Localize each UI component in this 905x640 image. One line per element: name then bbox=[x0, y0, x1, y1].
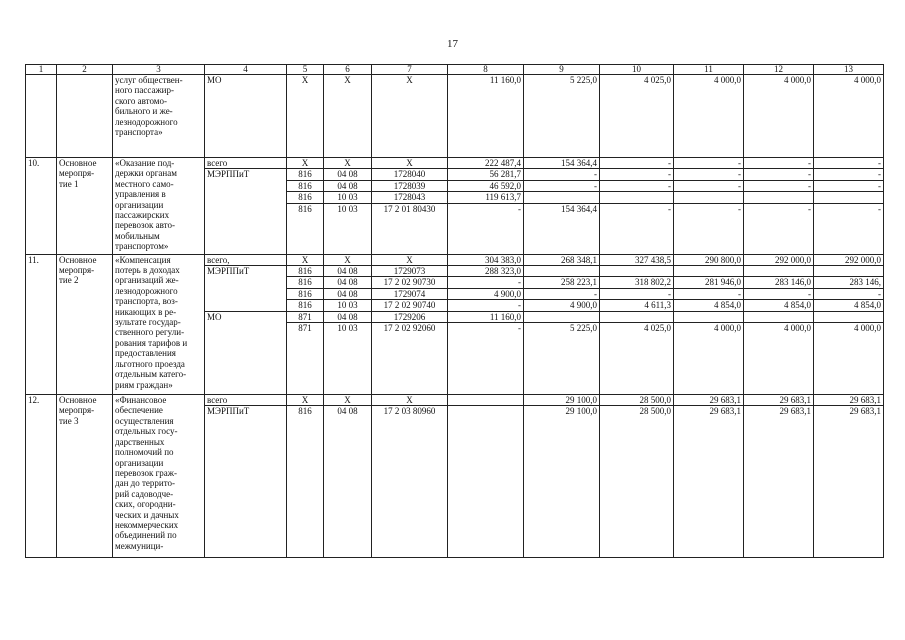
col-header: 3 bbox=[113, 65, 205, 75]
cell: - bbox=[744, 158, 814, 169]
cell: Х bbox=[372, 395, 448, 406]
row-number: 11. bbox=[26, 254, 57, 394]
activity-type: Основное меропря- тие 2 bbox=[57, 254, 113, 394]
col-header: 4 bbox=[205, 65, 287, 75]
table-row bbox=[26, 75, 884, 158]
table-row bbox=[26, 395, 884, 406]
cell: всего bbox=[205, 395, 287, 406]
cell: - bbox=[674, 158, 744, 169]
cell: - bbox=[814, 288, 884, 299]
row-number: 10. bbox=[26, 158, 57, 255]
cell: 283 146, bbox=[814, 277, 884, 288]
activity-description: «Компенсация потерь в доходах организаций же- лезнодорожного транспорта, воз- никающих в ре- зультате государ- ственного регули- рования тарифов и предоставления льготного проезда отдельным катего- риям граждан» bbox=[113, 254, 205, 394]
cell: - bbox=[448, 300, 524, 311]
cell bbox=[814, 192, 884, 203]
cell: 283 146,0 bbox=[744, 277, 814, 288]
activity-description: услуг обществен- ного пассажир- ского автомо- бильного и же- лезнодорожного транспорта» bbox=[113, 75, 205, 158]
col-header: 1 bbox=[26, 65, 57, 75]
cell: - bbox=[524, 288, 600, 299]
cell: 4 025,0 bbox=[600, 323, 674, 395]
col-header: 12 bbox=[744, 65, 814, 75]
cell: - bbox=[524, 169, 600, 180]
cell: 4 900,0 bbox=[524, 300, 600, 311]
cell: 816 bbox=[287, 300, 324, 311]
cell: Х bbox=[324, 395, 372, 406]
col-header: 6 bbox=[324, 65, 372, 75]
cell bbox=[814, 266, 884, 277]
cell: 4 854,0 bbox=[744, 300, 814, 311]
cell: - bbox=[814, 180, 884, 191]
cell: 28 500,0 bbox=[600, 395, 674, 406]
cell: 17 2 02 92060 bbox=[372, 323, 448, 395]
cell: - bbox=[448, 323, 524, 395]
cell bbox=[26, 75, 57, 158]
cell: Х bbox=[287, 395, 324, 406]
cell: 10 03 bbox=[324, 300, 372, 311]
cell bbox=[600, 192, 674, 203]
cell: всего bbox=[205, 158, 287, 169]
cell: 04 08 bbox=[324, 266, 372, 277]
cell: - bbox=[744, 169, 814, 180]
col-header: 7 bbox=[372, 65, 448, 75]
cell: - bbox=[674, 203, 744, 254]
cell: 327 438,5 bbox=[600, 254, 674, 265]
page-number: 17 bbox=[447, 38, 458, 50]
cell bbox=[524, 266, 600, 277]
cell: 17 2 01 80430 bbox=[372, 203, 448, 254]
cell: 154 364,4 bbox=[524, 203, 600, 254]
cell: - bbox=[600, 288, 674, 299]
cell: 28 500,0 bbox=[600, 406, 674, 558]
cell: 1729073 bbox=[372, 266, 448, 277]
cell: 816 bbox=[287, 406, 324, 558]
cell: МО bbox=[205, 311, 287, 394]
cell: 5 225,0 bbox=[524, 323, 600, 395]
cell: - bbox=[524, 180, 600, 191]
cell: 258 223,1 bbox=[524, 277, 600, 288]
cell: 4 000,0 bbox=[814, 75, 884, 158]
cell: 1728039 bbox=[372, 180, 448, 191]
cell: 29 100,0 bbox=[524, 406, 600, 558]
cell: 10 03 bbox=[324, 323, 372, 395]
cell bbox=[448, 406, 524, 558]
cell: 04 08 bbox=[324, 406, 372, 558]
cell: 17 2 02 90730 bbox=[372, 277, 448, 288]
activity-description: «Оказание под- держки органам местного само- управления в организации пассажирских перевозок авто- мобильным транспортом» bbox=[113, 158, 205, 255]
col-header: 2 bbox=[57, 65, 113, 75]
cell: - bbox=[674, 180, 744, 191]
cell: Х bbox=[287, 75, 324, 158]
activity-type: Основное меропря- тие 1 bbox=[57, 158, 113, 255]
cell: 4 611,3 bbox=[600, 300, 674, 311]
row-number: 12. bbox=[26, 395, 57, 558]
cell: МЭРППиТ bbox=[205, 169, 287, 254]
cell: 04 08 bbox=[324, 169, 372, 180]
cell: 1729074 bbox=[372, 288, 448, 299]
col-header: 10 bbox=[600, 65, 674, 75]
cell: 11 160,0 bbox=[448, 311, 524, 322]
cell: 292 000,0 bbox=[814, 254, 884, 265]
cell: 292 000,0 bbox=[744, 254, 814, 265]
cell: 04 08 bbox=[324, 277, 372, 288]
cell: - bbox=[814, 203, 884, 254]
cell: 10 03 bbox=[324, 203, 372, 254]
cell: 4 025,0 bbox=[600, 75, 674, 158]
col-header: 5 bbox=[287, 65, 324, 75]
cell: 4 000,0 bbox=[674, 75, 744, 158]
cell bbox=[814, 311, 884, 322]
cell: - bbox=[600, 180, 674, 191]
cell: Х bbox=[324, 158, 372, 169]
cell: 29 683,1 bbox=[814, 395, 884, 406]
cell: 318 802,2 bbox=[600, 277, 674, 288]
cell: 29 683,1 bbox=[744, 395, 814, 406]
cell bbox=[600, 311, 674, 322]
cell: 29 100,0 bbox=[524, 395, 600, 406]
cell: 04 08 bbox=[324, 180, 372, 191]
cell: 4 854,0 bbox=[814, 300, 884, 311]
cell: 816 bbox=[287, 169, 324, 180]
cell: МЭРППиТ bbox=[205, 406, 287, 558]
cell: 04 08 bbox=[324, 311, 372, 322]
table-row bbox=[26, 254, 884, 265]
cell: 56 281,7 bbox=[448, 169, 524, 180]
cell bbox=[744, 266, 814, 277]
cell: - bbox=[448, 277, 524, 288]
cell: 17 2 03 80960 bbox=[372, 406, 448, 558]
cell: 816 bbox=[287, 266, 324, 277]
activity-type: Основное меропря- тие 3 bbox=[57, 395, 113, 558]
cell: 17 2 02 90740 bbox=[372, 300, 448, 311]
cell bbox=[744, 311, 814, 322]
cell: 816 bbox=[287, 288, 324, 299]
cell: - bbox=[674, 288, 744, 299]
program-table bbox=[25, 64, 884, 558]
cell bbox=[674, 311, 744, 322]
cell: 816 bbox=[287, 203, 324, 254]
cell bbox=[744, 192, 814, 203]
cell bbox=[674, 266, 744, 277]
cell: 29 683,1 bbox=[814, 406, 884, 558]
cell: 4 000,0 bbox=[814, 323, 884, 395]
cell: 871 bbox=[287, 311, 324, 322]
cell: - bbox=[600, 158, 674, 169]
cell: 816 bbox=[287, 180, 324, 191]
cell: Х bbox=[372, 158, 448, 169]
cell bbox=[57, 75, 113, 158]
cell: - bbox=[744, 180, 814, 191]
cell: - bbox=[814, 158, 884, 169]
cell: - bbox=[744, 288, 814, 299]
cell: 154 364,4 bbox=[524, 158, 600, 169]
cell: Х bbox=[287, 158, 324, 169]
cell: 10 03 bbox=[324, 192, 372, 203]
col-header: 11 bbox=[674, 65, 744, 75]
cell: 46 592,0 bbox=[448, 180, 524, 191]
cell: 1729206 bbox=[372, 311, 448, 322]
cell: 268 348,1 bbox=[524, 254, 600, 265]
cell: 4 000,0 bbox=[674, 323, 744, 395]
cell: всего, bbox=[205, 254, 287, 265]
cell: 816 bbox=[287, 277, 324, 288]
cell: 871 bbox=[287, 323, 324, 395]
cell: Х bbox=[372, 254, 448, 265]
cell: - bbox=[600, 203, 674, 254]
cell: 304 383,0 bbox=[448, 254, 524, 265]
cell: Х bbox=[324, 254, 372, 265]
cell: 11 160,0 bbox=[448, 75, 524, 158]
cell: 29 683,1 bbox=[674, 395, 744, 406]
cell: - bbox=[814, 169, 884, 180]
cell bbox=[674, 192, 744, 203]
cell: 1728043 bbox=[372, 192, 448, 203]
cell: 4 000,0 bbox=[744, 75, 814, 158]
table-row bbox=[26, 158, 884, 169]
cell: Х bbox=[324, 75, 372, 158]
cell: 281 946,0 bbox=[674, 277, 744, 288]
cell: Х bbox=[287, 254, 324, 265]
col-header: 9 bbox=[524, 65, 600, 75]
cell: 119 613,7 bbox=[448, 192, 524, 203]
cell bbox=[524, 311, 600, 322]
cell: 4 900,0 bbox=[448, 288, 524, 299]
cell: - bbox=[744, 203, 814, 254]
cell: - bbox=[600, 169, 674, 180]
cell: МО bbox=[205, 75, 287, 158]
col-header: 8 bbox=[448, 65, 524, 75]
cell: 288 323,0 bbox=[448, 266, 524, 277]
cell: Х bbox=[372, 75, 448, 158]
cell: 29 683,1 bbox=[674, 406, 744, 558]
col-header: 13 bbox=[814, 65, 884, 75]
cell: 4 854,0 bbox=[674, 300, 744, 311]
cell: 29 683,1 bbox=[744, 406, 814, 558]
cell: 222 487,4 bbox=[448, 158, 524, 169]
activity-description: «Финансовое обеспечение осуществления отдельных госу- дарственных полномочий по организации перевозок граж- дан до террито- рий садоводче- ских, огородни- ческих и дачных некоммерческих объединений по межмуници- bbox=[113, 395, 205, 558]
cell: - bbox=[448, 203, 524, 254]
cell: 4 000,0 bbox=[744, 323, 814, 395]
cell bbox=[448, 395, 524, 406]
cell bbox=[524, 192, 600, 203]
cell: - bbox=[674, 169, 744, 180]
cell: 290 800,0 bbox=[674, 254, 744, 265]
cell: 04 08 bbox=[324, 288, 372, 299]
cell: 1728040 bbox=[372, 169, 448, 180]
cell bbox=[600, 266, 674, 277]
cell: 816 bbox=[287, 192, 324, 203]
header-row bbox=[26, 65, 884, 75]
cell: МЭРППиТ bbox=[205, 266, 287, 312]
cell: 5 225,0 bbox=[524, 75, 600, 158]
